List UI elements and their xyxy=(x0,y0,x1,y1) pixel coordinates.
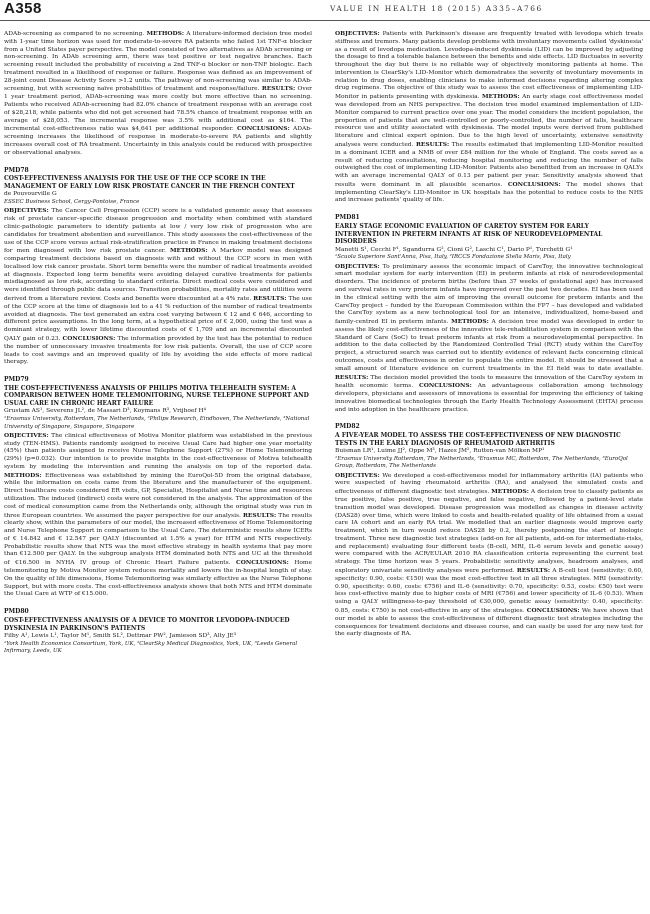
abstract-authors: Grustam AS¹, Severens JL², de Massari D³, Koymans R³, Vrijhoef H⁴ xyxy=(4,408,207,415)
abstract-pmd81 xyxy=(335,214,643,414)
abstract-affiliation: ¹Erasmus University Rotterdam, The Netherlands, ²Erasmus MC, Rotterdam, The Netherlands, ³EuroQol Group, Rotterdam, The Netherlands xyxy=(335,456,628,470)
abstract-affiliation: ESSEC Business School, Cergy-Pontoise, France xyxy=(4,199,140,206)
abstract-pmd78 xyxy=(4,167,312,368)
abstract-code: PMD80 xyxy=(4,608,29,616)
abstract-body: OBJECTIVES: The Cancer Cell Progression (CCP) score is a validated genomic assay that assesses risk of prostate cancer–specific disease progression and mortality when combined with standard clinic-pathologic parameters to identify patients at low / very low risk of progression who are candidates for treatment abstention and surveillance. This study assesses the cost-effectiveness of the use of the CCP score versus actual risk-stratification practice in France in making treatment decisions for men diagnosed with low risk prostate cancer. METHODS: A Markov model was designed comparing treatment decisions based on diagnosis with and without the CCP score in men with localised low risk cancer prostate. Short term benefits were the number of radical treatments avoided at diagnosis. Expected long term benefits were avoiding delayed curative treatments for patients misdiagnosed as low risk, according to standard criteria. Direct medical costs were considered and were identified through public data sources. Transition probabilities, mortality rates and utilities were derived from a literature review. Costs and benefits were discounted at a 4% rate. RESULTS: The use of the CCP score at the time of diagnosis led to a 41 % reduction of the number of radical treatments avoided at diagnosis. The test generated an extra cost varying between € 12 and € 646, according to different price assumptions. In the long term, at a hypothetical price of € 2,000, using the test was a dominant strategy, with lower lifetime discounted costs of € 1,709 and an incremental discounted QALY gain of 0.23. CONCLUSIONS: The information provided by the test has the potential to reduce the number of unnecessary invasive treatments for low risk patients. Overall, the use of CCP score leads to cost savings and an improved quality of life by avoiding the side effects of more radical therapy. xyxy=(4,207,313,366)
abstract-title: THE COST-EFFECTIVENESS ANALYSIS OF PHILIPS MOTIVA TELEHEALTH SYSTEM: A COMPARISON BETWEEN HOME TELEMONITORING, NURSE TELEPHONE SUPPORT AND USUAL CARE IN CHRONIC HEART FAILURE xyxy=(4,384,309,407)
right-column xyxy=(335,30,643,648)
abstract-pmd79 xyxy=(4,376,312,599)
abstract-authors: de Pouvourville G xyxy=(4,191,57,198)
header-rule xyxy=(0,20,650,21)
abstract-pmd82 xyxy=(335,423,643,639)
abstract-pmd80-body xyxy=(335,30,643,205)
abstract-body: OBJECTIVES: To preliminary assess the economic impact of CareToy, the innovative technological smart modular system for early intervention (EI) in preterm infants at risk of neurodevelopmental disorders. The incidence of preterm births (before than 37 weeks of gestational age) has increased and survival rates in very preterm infants have improved over the past two decades. EI has been used in the clinical setting with the aim of improving the overall outcome for preterm infants and the CareToy project – funded by the European Commission within the FP7 – has developed and validated the CareToy system as a new technological tool for an intensive, individualized, home-based and family-centred EI in preterm infants. METHODS: A decision tree model was developed in order to assess the likely cost-effectiveness of the innovative tele-rehabilitation system in comparison with the Standard of Care (SoC) to treat preterm infants at risk from a neurodevelopmental perspective. In addition to the data collected by the Randomized Controlled Trial (RCT) study within the CareToy project, a structured search was carried out to identify evidence of relevant facts concerning clinical outcomes, costs and effectiveness in order to populate the entire model. It should be stressed that a small amount of literature evidence on current treatments in the EI field was to date available. RESULTS: The decision model provided the tools to measure the innovation of the CareToy system in health economic terms. CONCLUSIONS: An advantageous collaboration among technology developers, physicians and assessors of innovations is essential for improving the efficiency of taking innovative biomedical technologies through the Early Health Technology Assessment (EHTA) process and into adoption in the healthcare practice. xyxy=(335,262,644,413)
abstract-body: OBJECTIVES: Patients with Parkinson's disease are frequently treated with levodopa which treats stiffness and tremors. Many patients develop problems with involuntary movements called 'dyskinesia' as a result of levodopa medication. Levodopa-induced dyskinesia (LID) can be improved by adjusting the dosage to find a tolerable balance between the benefits and side effects. LID fluctuates in severity throughout the day but there is no reliable way of objectively monitoring patients at home. The intervention is ClearSky's LID-Monitor which demonstrates the severity of involuntary movements in relation to drug doses, enabling clinicians to make informed decisions regarding altering complex drug regimens. The objective of this study was to assess the cost effectiveness of implementing LID-Monitor in patients presenting with dyskinesia. METHODS: An early stage cost effectiveness model was developed from an NHS perspective. The decision tree model examined implementation of LID-Monitor compared to current practice over one year. The model considers the incident population, the proportion of patients that are well-controlled or poorly-controlled, the number of falls, healthcare resource use and utility associated with dyskinesia. The model inputs were derived from published literature and clinical expert opinion. Due to the high level of uncertainty, extensive sensitivity analyses were conducted. RESULTS: The results estimated that implementing LID-Monitor resulted in a dominant ICER and a NMB of over £84 million for the whole of England. The costs saved as a result of reducing consultations, reducing hospital monitoring and reducing the number of falls outweighed the cost of implementing LID-Monitor. Patients also benefitted from an increase in QALYs with an average incremental QALY of 0.13 per patient per year. Sensitivity analysis showed that results were dominant in all plausible scenarios. CONCLUSIONS: The model shows that implementing ClearSky's LID-Monitor in UK hospitals has the potential to reduce costs to the NHS and increase patients' quality of life. xyxy=(335,30,643,204)
abstract-authors: Buisman LR¹, Luime JJ², Oppe M³, Hazes JM², Rutten-van Mölken MP¹ xyxy=(335,448,545,455)
abstract-title: COST-EFFECTIVENESS ANALYSIS FOR THE USE OF THE CCP SCORE IN THE MANAGEMENT OF EARLY LOW RISK PROSTATE CANCER IN THE FRENCH CONTEXT xyxy=(4,175,295,190)
abstract-pmd80-header xyxy=(4,608,312,655)
left-column xyxy=(4,30,312,664)
abstract-code: PMD79 xyxy=(4,376,29,384)
abstract-code: PMD78 xyxy=(4,166,29,174)
abstract-code: PMD82 xyxy=(335,423,360,431)
abstract-title: COST-EFFECTIVENESS ANALYSIS OF A DEVICE TO MONITOR LEVODOPA-INDUCED DYSKINESIA IN PARKINSON'S PATIENTS xyxy=(4,617,290,632)
abstract-authors: Filby A¹, Lewis L¹, Taylor M¹, Smith SL², Dettmar PW², Jamieson SD³, Alty JE³ xyxy=(4,633,237,640)
abstract-continuation xyxy=(4,30,312,158)
abstract-body: ADAb-screening as compared to no screening. METHODS: A literature-informed decision tree model with 1-year time horizon was used for moderate-to-severe RA patients who failed 1st TNF-α blocker from a United States payer perspective. The model consisted of two alternatives as ADAb screening or non-screening. In ADAb screening arm, there was test positive or test negative branches. Each screening result included the probability of receiving a 2nd TNF-α blocker or non-TNF biologic. Each treatment resulted in a likelihood of response or failure. Response was defined as an improvement of 28-joint count Disease Activity Score >1.2 units. The pathway of non-screening was similar to ADAb-screening, but with screening naïve probabilities of treatment and response/failure. RESULTS: Over 1 year treatment period, ADAb-screening was more costly but more effective than no screening. Patients who received ADAb-screening had 82.0% chance of treatment response with an average cost of $28,218, while patients who did not get screened had 78.5% chance of treatment response with an average of $28,053. The incremental response was 3.5% with additional cost as $164. The incremental cost-effectiveness ratio was $4,641 per additional responder. CONCLUSIONS: ADAb-screening increases the likelihood of response in moderate-to-severe RA patients and slightly increases overall cost of RA treatment. Uncertainty in this analysis could be reduced with prospective or observational analyses. xyxy=(4,30,312,156)
abstract-affiliation: ¹York Health Economics Consortium, York, UK, ²ClearSky Medical Diagnostics, York, UK, ³Leeds General Infirmary, Leeds, UK xyxy=(4,640,298,655)
abstract-body: OBJECTIVES: The clinical effectiveness of Motiva Monitor platform was established in the previous study (TEN-HMS). Patients randomly assigned to receive Usual Care had higher one year mortality (45%) than patients assigned to receive Nurse Telephone Support (27%) or Home Telemonitoring (29%) (p=0.032). Our intention is to provide insights in the cost-effectiveness of Motiva telehealth system by modeling the intervention and running the analysis on top of the reported data. METHODS: Effectiveness was established by mining the EuroQol-5D from the original database, while the information on costs came from the literature and the manufacturer of the equipment. Direct healthcare costs considered ER visits, GP, Specialist, Hospitalist and Nurse time and resources utilization. The induced (indirect) costs were not considered in the analysis. The approximation of the cost of medical consumption came from the Netherlands only, although the original study was run in three European countries. We assumed the payer perspective for our analysis. RESULTS: The results clearly show, within the parameters of our model, the increased effectiveness of Home Telemonitoring and Nurse Telephone Support in comparison to the Usual Care. The deterministic results show ICERs of € 14.842 and € 12.547 per QALY (discounted at 1.5% a year) for HTM and NTS respectively. Probabilistic results show that NTS was the most effective strategy in health systems that pay more than €12.500 per QALY. In the subgroup analysis HTM dominated both NTS and UC at the threshold of €16.500 in NYHA IV group of Chronic Heart Failure patients. CONCLUSIONS: Home telemonitoring by Motiva Monitor system reduces mortality and lowers the in-hospital length of stay. On the quality of life dimensions, Home Telemonitoring was similarly effective as the Nurse Telephone Support, but with more costs. The cost-effectiveness analysis shows that both NTS and HTM dominate the Usual Care at WTP of €15.000. xyxy=(4,431,312,598)
abstract-title: A FIVE-YEAR MODEL TO ASSESS THE COST-EFFECTIVENESS OF NEW DIAGNOSTIC TESTS IN THE EARLY DIAGNOSIS OF RHEUMATOID ARTHRITIS xyxy=(335,432,621,447)
abstract-title: EARLY STAGE ECONOMIC EVALUATION OF CARETOY SYSTEM FOR EARLY INTERVENTION IN PRETERM INFANTS AT RISK OF NEURODEVELOPMENTAL DISORDERS xyxy=(335,223,603,246)
page-header xyxy=(0,0,650,20)
abstract-authors: Manetti S¹, Cecchi F¹, Sgandurra G², Cioni G², Laschi C¹, Dario P¹, Turchetti G¹ xyxy=(335,246,573,253)
page-number: A358 xyxy=(4,0,42,17)
abstract-body: OBJECTIVES: We developed a cost-effectiveness model for inflammatory arthritis (IA) patients who were suspected of having rheumatoid arthritis (RA), and analysed the simulated costs and effectiveness of different diagnostic test strategies. METHODS: A decision tree to classify patients as true positive, false positive, true negative, and false negative, followed by a patient-level state transition model was developed. Disease progression was modelled as changes in disease activity (DAS28) over time, which were linked to costs and health-related quality of life obtained from a usual care IA cohort and an early RA trial. We modelled that an earlier diagnosis would improve early treatment, which in turn would reduce DAS28 by 0.2, thereby postponing the start of biologic treatment. Three new diagnostic test strategies (add-on for all patients, add-on for intermediate-risks, and replacement) evaluating four different tests (B-cell, MRI, IL-6 serum levels and genetic assay) were compared with the ACR/EULAR 2010 RA classification criteria representing the current test strategy. The time horizon was 5 years. Probabilistic sensitivity analyses, headroom analyses, and exploratory univariate sensitivity analyses were performed. RESULTS: A B-cell test (sensitivity: 0.60, specificity: 0.90, costs: €150) was the most cost-effective test in all three strategies. MRI (sensitivity: 0.90, specificity: 0.60, costs: €756) and IL-6 (sensitivity: 0.70, specificity: 0.53, costs: €50) test were less cost-effective mainly due to higher costs of MRI (€756) and lower specificity of IL-6 (0.53). When using a QALY willingness-to-pay threshold of €30,000, genetic assay (sensitivity: 0.40, specificity: 0.85, costs: €750) is not cost-effective in any of the strategies. CONCLUSIONS: We have shown that our model is able to assess the cost-effectiveness of different diagnostic test strategies including the consequences for treatment decisions and disease course, and can easily be used for any new test for the early diagnosis of RA. xyxy=(335,471,643,638)
abstract-affiliation: ¹Scuola Superiore Sant'Anna, Pisa, Italy, ²IRCCS Fondazione Stella Maris, Pisa, Italy xyxy=(335,254,571,261)
abstract-affiliation: ¹Erasmus University, Rotterdam, The Netherlands, ²Philips Research, Eindhoven, The Netherlands, ³National University of Singapore, Singapore, Singapore xyxy=(4,416,310,430)
abstract-code: PMD81 xyxy=(335,214,360,222)
running-head: VALUE IN HEALTH 18 (2015) A335–A766 xyxy=(330,4,543,13)
